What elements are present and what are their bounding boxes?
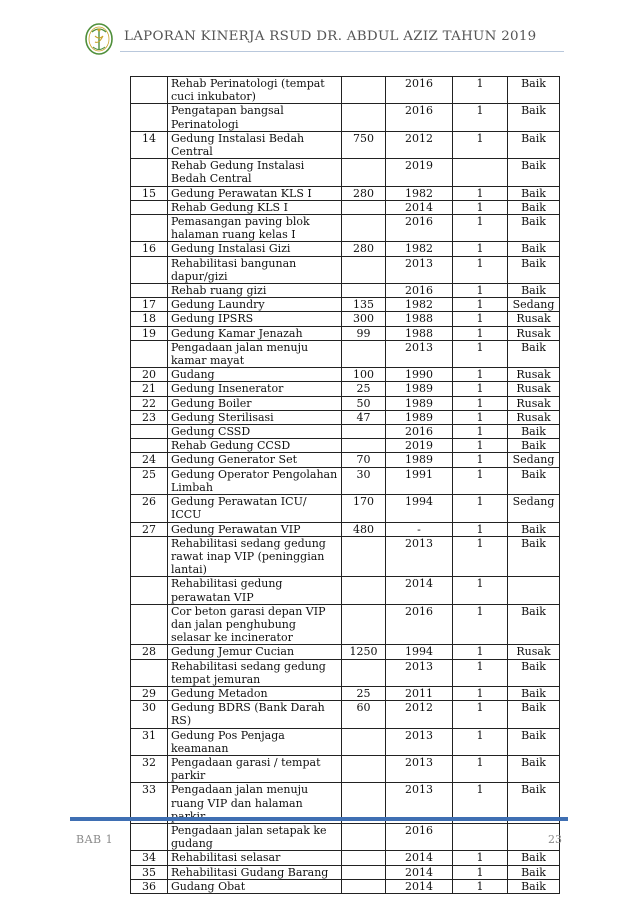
cell-unit-count: 1 <box>453 686 508 700</box>
cell-building-name: Gedung Jemur Cucian <box>168 645 342 659</box>
cell-condition: Baik <box>508 467 560 494</box>
cell-row-number <box>131 215 168 242</box>
cell-row-number: 19 <box>131 326 168 340</box>
cell-build-year: 2012 <box>386 131 453 158</box>
cell-build-year: 1989 <box>386 396 453 410</box>
building-inventory-body <box>131 77 560 894</box>
cell-building-name: Pengadaan jalan menuju kamar mayat <box>168 340 342 367</box>
cell-row-number <box>131 256 168 283</box>
cell-building-name: Gedung Laundry <box>168 298 342 312</box>
cell-building-area: 25 <box>342 382 386 396</box>
cell-row-number <box>131 284 168 298</box>
cell-unit-count: 1 <box>453 701 508 728</box>
cell-row-number <box>131 823 168 850</box>
cell-build-year: - <box>386 522 453 536</box>
cell-build-year: 2013 <box>386 256 453 283</box>
cell-building-area <box>342 851 386 865</box>
cell-build-year: 2013 <box>386 340 453 367</box>
cell-condition: Baik <box>508 728 560 755</box>
cell-condition: Sedang <box>508 298 560 312</box>
footer-divider <box>70 817 568 821</box>
cell-building-name: Pengadaan jalan setapak ke gudang <box>168 823 342 850</box>
cell-building-name: Gedung Sterilisasi <box>168 410 342 424</box>
cell-building-area: 70 <box>342 453 386 467</box>
cell-condition: Rusak <box>508 368 560 382</box>
cell-building-name: Gedung Operator Pengolahan Limbah <box>168 467 342 494</box>
cell-row-number: 36 <box>131 879 168 893</box>
cell-row-number <box>131 439 168 453</box>
cell-unit-count: 1 <box>453 215 508 242</box>
cell-condition: Rusak <box>508 410 560 424</box>
cell-condition: Sedang <box>508 495 560 522</box>
cell-building-area <box>342 159 386 186</box>
table-row <box>131 686 560 700</box>
cell-building-area: 480 <box>342 522 386 536</box>
cell-row-number <box>131 577 168 604</box>
cell-condition: Baik <box>508 340 560 367</box>
cell-unit-count: 1 <box>453 104 508 131</box>
building-inventory-table <box>130 76 560 894</box>
cell-build-year: 2019 <box>386 439 453 453</box>
cell-condition: Sedang <box>508 453 560 467</box>
cell-build-year: 1994 <box>386 495 453 522</box>
cell-condition: Baik <box>508 755 560 782</box>
cell-build-year: 2011 <box>386 686 453 700</box>
hospital-emblem-icon <box>84 22 114 56</box>
cell-condition: Baik <box>508 439 560 453</box>
table-row <box>131 382 560 396</box>
cell-unit-count: 1 <box>453 298 508 312</box>
cell-unit-count: 1 <box>453 326 508 340</box>
table-row <box>131 536 560 577</box>
cell-building-area <box>342 604 386 645</box>
cell-building-name: Rehab Gedung CCSD <box>168 439 342 453</box>
cell-condition: Rusak <box>508 396 560 410</box>
cell-condition: Rusak <box>508 312 560 326</box>
cell-build-year: 2016 <box>386 604 453 645</box>
cell-building-name: Gedung Pos Penjaga keamanan <box>168 728 342 755</box>
cell-condition: Baik <box>508 77 560 104</box>
cell-build-year: 1990 <box>386 368 453 382</box>
cell-condition: Baik <box>508 186 560 200</box>
cell-unit-count: 1 <box>453 879 508 893</box>
cell-building-area <box>342 536 386 577</box>
cell-build-year: 2012 <box>386 701 453 728</box>
cell-unit-count: 1 <box>453 453 508 467</box>
cell-build-year: 2016 <box>386 215 453 242</box>
cell-condition: Baik <box>508 200 560 214</box>
cell-row-number <box>131 659 168 686</box>
table-row <box>131 312 560 326</box>
cell-building-name: Gedung Perawatan KLS I <box>168 186 342 200</box>
table-row <box>131 604 560 645</box>
cell-building-area <box>342 284 386 298</box>
cell-condition: Baik <box>508 159 560 186</box>
cell-building-area: 280 <box>342 186 386 200</box>
cell-build-year: 1989 <box>386 453 453 467</box>
table-row <box>131 755 560 782</box>
cell-building-name: Gedung BDRS (Bank Darah RS) <box>168 701 342 728</box>
cell-build-year: 2014 <box>386 879 453 893</box>
cell-building-area: 1250 <box>342 645 386 659</box>
table-row <box>131 215 560 242</box>
table-row <box>131 340 560 367</box>
cell-row-number: 14 <box>131 131 168 158</box>
cell-row-number <box>131 159 168 186</box>
cell-build-year: 2016 <box>386 425 453 439</box>
table-row <box>131 467 560 494</box>
table-row <box>131 326 560 340</box>
cell-unit-count: 1 <box>453 439 508 453</box>
cell-build-year: 2014 <box>386 577 453 604</box>
cell-row-number: 30 <box>131 701 168 728</box>
table-row <box>131 453 560 467</box>
cell-row-number: 15 <box>131 186 168 200</box>
cell-build-year: 2013 <box>386 728 453 755</box>
page-header-title: LAPORAN KINERJA RSUD DR. ABDUL AZIZ TAHUN 2019 <box>124 29 537 44</box>
table-row <box>131 131 560 158</box>
cell-condition: Baik <box>508 686 560 700</box>
cell-unit-count: 1 <box>453 604 508 645</box>
table-row <box>131 242 560 256</box>
cell-unit-count: 1 <box>453 200 508 214</box>
cell-condition: Baik <box>508 131 560 158</box>
cell-row-number: 25 <box>131 467 168 494</box>
cell-condition <box>508 577 560 604</box>
cell-unit-count: 1 <box>453 755 508 782</box>
table-row <box>131 851 560 865</box>
cell-row-number <box>131 200 168 214</box>
cell-build-year: 2013 <box>386 783 453 824</box>
cell-row-number: 28 <box>131 645 168 659</box>
cell-unit-count <box>453 159 508 186</box>
page-header <box>84 22 564 58</box>
cell-unit-count: 1 <box>453 131 508 158</box>
cell-build-year: 2013 <box>386 659 453 686</box>
cell-row-number: 18 <box>131 312 168 326</box>
table-row <box>131 823 560 850</box>
cell-unit-count: 1 <box>453 340 508 367</box>
cell-building-name: Gedung Instalasi Bedah Central <box>168 131 342 158</box>
table-row <box>131 410 560 424</box>
table-row <box>131 368 560 382</box>
cell-building-name: Gudang Obat <box>168 879 342 893</box>
table-row <box>131 659 560 686</box>
cell-building-name: Pengadaan garasi / tempat parkir <box>168 755 342 782</box>
cell-condition: Baik <box>508 879 560 893</box>
cell-unit-count: 1 <box>453 425 508 439</box>
cell-building-name: Gedung IPSRS <box>168 312 342 326</box>
cell-building-area <box>342 823 386 850</box>
cell-row-number: 29 <box>131 686 168 700</box>
cell-build-year: 1982 <box>386 298 453 312</box>
cell-build-year: 1988 <box>386 312 453 326</box>
cell-unit-count: 1 <box>453 865 508 879</box>
cell-row-number: 27 <box>131 522 168 536</box>
cell-row-number: 26 <box>131 495 168 522</box>
cell-build-year: 1982 <box>386 186 453 200</box>
cell-building-area <box>342 340 386 367</box>
cell-condition: Baik <box>508 851 560 865</box>
table-row <box>131 728 560 755</box>
cell-building-name: Rehabilitasi gedung perawatan VIP <box>168 577 342 604</box>
cell-unit-count: 1 <box>453 659 508 686</box>
cell-building-area <box>342 439 386 453</box>
page-number: 23 <box>548 833 562 846</box>
cell-unit-count: 1 <box>453 396 508 410</box>
cell-building-name: Rehabilitasi bangunan dapur/gizi <box>168 256 342 283</box>
cell-unit-count: 1 <box>453 783 508 824</box>
cell-unit-count <box>453 823 508 850</box>
table-row <box>131 200 560 214</box>
cell-building-name: Rehabilitasi selasar <box>168 851 342 865</box>
cell-building-name: Pengadaan jalan menuju ruang VIP dan halaman <box>168 783 342 824</box>
cell-building-area: 280 <box>342 242 386 256</box>
cell-building-area <box>342 865 386 879</box>
cell-build-year: 2013 <box>386 755 453 782</box>
cell-row-number: 32 <box>131 755 168 782</box>
cell-condition: Baik <box>508 256 560 283</box>
cell-condition: Baik <box>508 536 560 577</box>
cell-unit-count: 1 <box>453 284 508 298</box>
cell-row-number: 33 <box>131 783 168 824</box>
table-row <box>131 159 560 186</box>
cell-unit-count: 1 <box>453 382 508 396</box>
table-row <box>131 577 560 604</box>
cell-building-area <box>342 659 386 686</box>
cell-unit-count: 1 <box>453 645 508 659</box>
table-row <box>131 396 560 410</box>
cell-condition: Baik <box>508 242 560 256</box>
cell-building-name: Rehab Gedung KLS I <box>168 200 342 214</box>
cell-row-number <box>131 536 168 577</box>
cell-build-year: 1994 <box>386 645 453 659</box>
cell-building-name: Gedung Instalasi Gizi <box>168 242 342 256</box>
cell-condition: Baik <box>508 522 560 536</box>
table-row <box>131 495 560 522</box>
cell-building-area: 99 <box>342 326 386 340</box>
table-row <box>131 77 560 104</box>
cell-building-area <box>342 200 386 214</box>
cell-unit-count: 1 <box>453 536 508 577</box>
cell-building-name: Gedung Boiler <box>168 396 342 410</box>
cell-condition: Baik <box>508 425 560 439</box>
cell-building-area <box>342 256 386 283</box>
cell-building-area: 25 <box>342 686 386 700</box>
cell-building-name: Gedung Metadon <box>168 686 342 700</box>
cell-row-number: 23 <box>131 410 168 424</box>
cell-unit-count: 1 <box>453 77 508 104</box>
cell-unit-count: 1 <box>453 577 508 604</box>
cell-condition: Baik <box>508 659 560 686</box>
cell-building-name: Gedung Kamar Jenazah <box>168 326 342 340</box>
cell-row-number: 21 <box>131 382 168 396</box>
cell-building-area <box>342 215 386 242</box>
table-row <box>131 522 560 536</box>
cell-unit-count: 1 <box>453 312 508 326</box>
cell-building-area: 100 <box>342 368 386 382</box>
cell-building-area: 47 <box>342 410 386 424</box>
cell-unit-count: 1 <box>453 368 508 382</box>
cell-building-name: Gudang <box>168 368 342 382</box>
table-row <box>131 701 560 728</box>
cell-build-year: 1989 <box>386 410 453 424</box>
cell-unit-count: 1 <box>453 256 508 283</box>
cell-condition: Rusak <box>508 645 560 659</box>
cell-building-area: 60 <box>342 701 386 728</box>
cell-build-year: 2014 <box>386 851 453 865</box>
table-row <box>131 879 560 893</box>
table-row <box>131 284 560 298</box>
cell-building-area <box>342 728 386 755</box>
cell-row-number <box>131 104 168 131</box>
cell-row-number <box>131 425 168 439</box>
cell-building-area: 300 <box>342 312 386 326</box>
cell-build-year: 2013 <box>386 536 453 577</box>
cell-building-name: Rehab Gedung Instalasi Bedah Central <box>168 159 342 186</box>
cell-building-name: Cor beton garasi depan VIP dan jalan penghubung selasar ke incinerator <box>168 604 342 645</box>
cell-row-number: 24 <box>131 453 168 467</box>
cell-build-year: 2014 <box>386 200 453 214</box>
table-row <box>131 186 560 200</box>
cell-build-year: 2014 <box>386 865 453 879</box>
cell-building-area <box>342 425 386 439</box>
cell-building-area <box>342 577 386 604</box>
cell-build-year: 1988 <box>386 326 453 340</box>
cell-condition: Baik <box>508 104 560 131</box>
cell-building-area <box>342 104 386 131</box>
footer-chapter: BAB 1 <box>76 833 114 846</box>
table-row <box>131 865 560 879</box>
cell-building-area: 50 <box>342 396 386 410</box>
cell-build-year: 2016 <box>386 77 453 104</box>
cell-row-number <box>131 340 168 367</box>
cell-unit-count: 1 <box>453 242 508 256</box>
cell-condition: Baik <box>508 701 560 728</box>
cell-unit-count: 1 <box>453 495 508 522</box>
cell-unit-count: 1 <box>453 522 508 536</box>
cell-building-area: 170 <box>342 495 386 522</box>
cell-row-number: 20 <box>131 368 168 382</box>
cell-unit-count: 1 <box>453 728 508 755</box>
cell-building-name: Pemasangan paving blok halaman ruang kelas I <box>168 215 342 242</box>
cell-row-number <box>131 77 168 104</box>
cell-row-number: 16 <box>131 242 168 256</box>
cell-row-number: 31 <box>131 728 168 755</box>
cell-building-name: Rehab ruang gizi <box>168 284 342 298</box>
cell-build-year: 1989 <box>386 382 453 396</box>
table-row <box>131 104 560 131</box>
table-row <box>131 425 560 439</box>
cell-condition: Baik <box>508 783 560 824</box>
cell-condition: Baik <box>508 604 560 645</box>
cell-row-number <box>131 604 168 645</box>
cell-building-name: Pengatapan bangsal Perinatologi <box>168 104 342 131</box>
cell-row-number: 35 <box>131 865 168 879</box>
cell-building-name: Gedung Perawatan ICU/ ICCU <box>168 495 342 522</box>
cell-building-area <box>342 755 386 782</box>
cell-row-number: 17 <box>131 298 168 312</box>
cell-building-area <box>342 77 386 104</box>
cell-unit-count: 1 <box>453 186 508 200</box>
table-row <box>131 439 560 453</box>
cell-condition: Rusak <box>508 326 560 340</box>
cell-building-name: Gedung Perawatan VIP <box>168 522 342 536</box>
cell-building-name: Gedung Insenerator <box>168 382 342 396</box>
cell-unit-count: 1 <box>453 467 508 494</box>
cell-building-name: Rehabilitasi sedang gedung tempat jemuran <box>168 659 342 686</box>
cell-building-name: Rehabilitasi sedang gedung rawat inap VIP (peninggian lantai) <box>168 536 342 577</box>
cell-build-year: 2016 <box>386 104 453 131</box>
cell-building-area: 30 <box>342 467 386 494</box>
cell-row-number: 22 <box>131 396 168 410</box>
cell-building-name: Rehabilitasi Gudang Barang <box>168 865 342 879</box>
cell-condition: Baik <box>508 284 560 298</box>
cell-condition: Rusak <box>508 382 560 396</box>
cell-build-year: 2016 <box>386 823 453 850</box>
cell-building-area: 135 <box>342 298 386 312</box>
cell-build-year: 2016 <box>386 284 453 298</box>
header-divider <box>120 51 564 52</box>
cell-building-area <box>342 879 386 893</box>
cell-condition: Baik <box>508 215 560 242</box>
table-row <box>131 298 560 312</box>
cell-build-year: 2019 <box>386 159 453 186</box>
cell-building-name: Gedung Generator Set <box>168 453 342 467</box>
cell-building-area: 750 <box>342 131 386 158</box>
cell-condition: Baik <box>508 865 560 879</box>
table-row <box>131 256 560 283</box>
cell-building-name: Rehab Perinatologi (tempat cuci inkubator) <box>168 77 342 104</box>
cell-build-year: 1982 <box>386 242 453 256</box>
cell-build-year: 1991 <box>386 467 453 494</box>
cell-building-name: Gedung CSSD <box>168 425 342 439</box>
cell-unit-count: 1 <box>453 410 508 424</box>
cell-row-number: 34 <box>131 851 168 865</box>
cell-unit-count: 1 <box>453 851 508 865</box>
table-row <box>131 645 560 659</box>
